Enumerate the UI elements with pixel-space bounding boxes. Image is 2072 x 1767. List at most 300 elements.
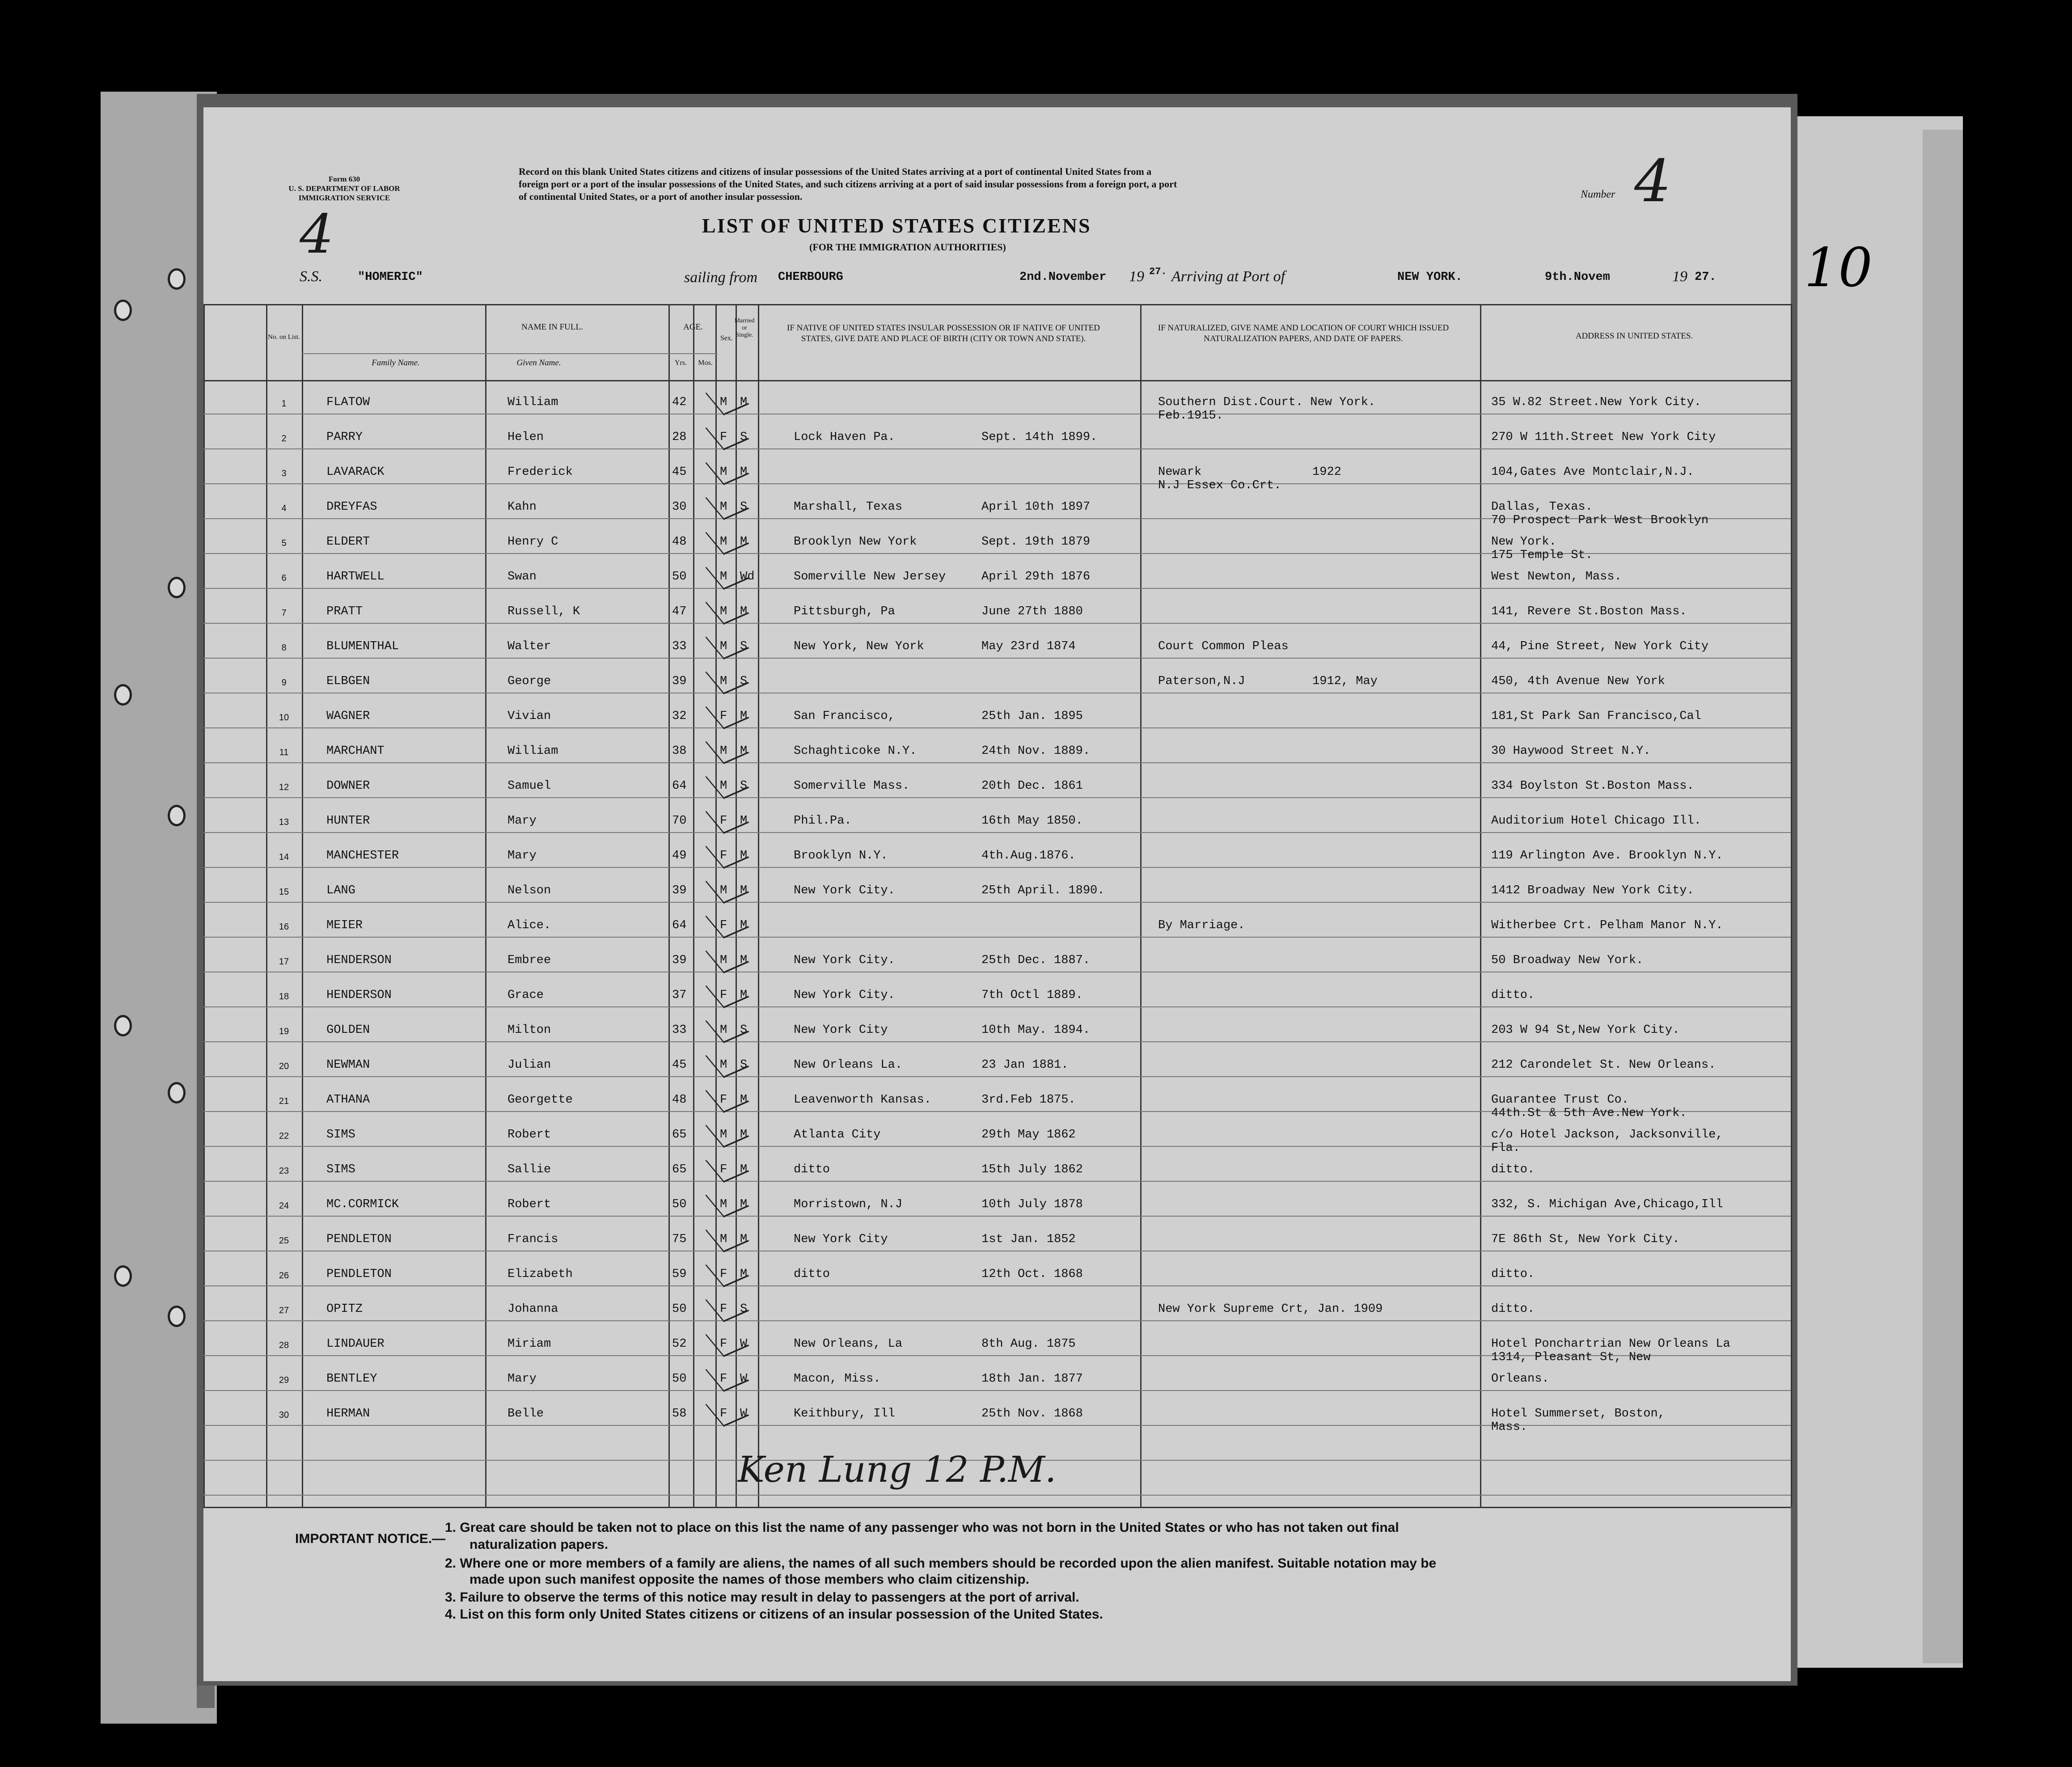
birth-place: Leavenworth Kansas.	[794, 1093, 931, 1107]
binder-hole	[114, 1265, 132, 1287]
birth-date: 10th May. 1894.	[981, 1023, 1091, 1037]
form-number: Form 630	[328, 175, 360, 183]
age-years: 58	[672, 1407, 687, 1420]
age-years: 39	[672, 954, 687, 967]
sex: F	[720, 1093, 727, 1107]
given-name: Milton	[507, 1023, 551, 1037]
marital-status: M	[740, 465, 748, 479]
row-number: 19	[279, 1027, 289, 1036]
age-years: 45	[672, 465, 687, 479]
given-name: Robert	[507, 1128, 551, 1141]
corner-handwritten-mark: 4	[300, 203, 334, 266]
given-name: George	[507, 675, 551, 688]
inspection-check-mark	[705, 765, 749, 799]
grid-column-line	[1480, 304, 1481, 1507]
inspection-check-mark	[705, 1219, 749, 1252]
age-years: 50	[672, 570, 687, 583]
address-line-1: Witherbee Crt. Pelham Manor N.Y.	[1491, 919, 1723, 932]
grid-column-line	[758, 304, 759, 1507]
family-name: MC.CORMICK	[326, 1198, 399, 1211]
birth-place: Somerville New Jersey	[794, 570, 946, 583]
sex: M	[720, 1233, 727, 1246]
family-name: LINDAUER	[326, 1337, 385, 1351]
birth-date: 8th Aug. 1875	[981, 1337, 1076, 1351]
grid-row-line	[203, 727, 1791, 728]
service-name: IMMIGRATION SERVICE	[298, 194, 390, 202]
inspection-check-mark	[705, 382, 749, 415]
row-number: 21	[279, 1096, 289, 1106]
address-line-1: ditto.	[1491, 1268, 1535, 1281]
header-age: AGE.	[683, 322, 703, 332]
row-number: 10	[279, 713, 289, 723]
grid-row-line	[203, 623, 1791, 624]
marital-status: M	[740, 884, 748, 897]
grid-row-line	[203, 1181, 1791, 1182]
header-number: No. on List.	[268, 334, 300, 341]
row-number: 17	[279, 957, 289, 967]
age-years: 39	[672, 675, 687, 688]
address-line-1: 50 Broadway New York.	[1491, 954, 1644, 967]
age-years: 50	[672, 1302, 687, 1316]
sex: F	[720, 710, 727, 723]
inspection-check-mark	[705, 1149, 749, 1183]
notice-item-2: 2. Where one or more members of a family are aliens, the names of all such members should be recorded upon the alien manifest. Suitable notation may be	[445, 1556, 1437, 1571]
inspection-check-mark	[705, 835, 749, 869]
grid-row-line	[203, 658, 1791, 659]
inspection-check-mark	[705, 1323, 749, 1357]
marital-status: M	[740, 1093, 748, 1107]
birth-date: 23 Jan 1881.	[981, 1058, 1069, 1072]
address-line-1: 35 W.82 Street.New York City.	[1491, 396, 1701, 409]
sex: F	[720, 919, 727, 932]
given-name: Samuel	[507, 779, 551, 793]
family-name: MANCHESTER	[326, 849, 399, 862]
sex: M	[720, 954, 727, 967]
grid-header-line	[203, 380, 1791, 381]
naturalization-court: New York Supreme Crt, Jan. 1909	[1158, 1302, 1383, 1316]
address-line-1: Auditorium Hotel Chicago Ill.	[1491, 814, 1701, 828]
marital-status: M	[740, 954, 748, 967]
header-address: ADDRESS IN UNITED STATES.	[1575, 331, 1693, 341]
sex: F	[720, 1268, 727, 1281]
given-name: Walter	[507, 640, 551, 653]
given-name: William	[507, 744, 558, 758]
depart-year-prefix: 19	[1129, 268, 1144, 285]
inspection-check-mark	[705, 417, 749, 450]
grid-bottom-line	[203, 1507, 1791, 1508]
grid-row-line	[203, 1320, 1791, 1321]
sex: F	[720, 1407, 727, 1420]
marital-status: S	[740, 1023, 748, 1037]
grid-row-line	[203, 1076, 1791, 1077]
address-line-1: 7E 86th St, New York City.	[1491, 1233, 1680, 1246]
row-number: 12	[279, 782, 289, 792]
binder-hole	[114, 300, 132, 321]
given-name: Mary	[507, 814, 537, 828]
age-years: 45	[672, 1058, 687, 1072]
record-line-1: Record on this blank United States citizens and citizens of insular possessions of the United States arriving at a port of continental United States from a	[519, 166, 1152, 177]
marital-status: S	[740, 431, 748, 444]
birth-place: Keithbury, Ill	[794, 1407, 895, 1420]
marital-status: S	[740, 779, 748, 793]
port-from: CHERBOURG	[778, 271, 843, 284]
row-number: 13	[279, 817, 289, 827]
marital-status: M	[740, 1198, 748, 1211]
address-line-1: New York.	[1491, 535, 1556, 549]
family-name: ATHANA	[326, 1093, 370, 1107]
birth-date: May 23rd 1874	[981, 640, 1076, 653]
age-years: 70	[672, 814, 687, 828]
address-line-2: 70 Prospect Park West Brooklyn	[1491, 514, 1709, 527]
family-name: BLUMENTHAL	[326, 640, 399, 653]
address-line-1: Hotel Ponchartrian New Orleans La	[1491, 1337, 1730, 1351]
birth-date: 3rd.Feb 1875.	[981, 1093, 1076, 1107]
given-name: Henry C	[507, 535, 558, 549]
given-name: Swan	[507, 570, 537, 583]
marital-status: W	[740, 1372, 748, 1386]
row-number: 16	[279, 922, 289, 932]
sex: M	[720, 1198, 727, 1211]
inspection-check-mark	[705, 1010, 749, 1043]
inspection-check-mark	[705, 1289, 749, 1322]
birth-place: New York City.	[794, 954, 895, 967]
inspection-check-mark	[705, 1079, 749, 1113]
header-age-months: Mos.	[698, 359, 713, 367]
grid-row-line	[203, 1006, 1791, 1007]
row-number: 2	[281, 434, 287, 444]
marital-status: M	[740, 396, 748, 409]
birth-place: Pittsburgh, Pa	[794, 605, 895, 618]
marital-status: M	[740, 989, 748, 1002]
given-name: Mary	[507, 849, 537, 862]
address-line-2: Fla.	[1491, 1141, 1520, 1155]
inspection-check-mark	[705, 870, 749, 904]
depart-date: 2nd.November	[1019, 271, 1107, 284]
page-subtitle: (FOR THE IMMIGRATION AUTHORITIES)	[809, 241, 1006, 253]
naturalization-court-line-2: N.J Essex Co.Crt.	[1158, 479, 1281, 492]
birth-place: San Francisco,	[794, 710, 895, 723]
given-name: Vivian	[507, 710, 551, 723]
address-line-2: 44th.St & 5th Ave.New York.	[1491, 1107, 1687, 1120]
marital-status: M	[740, 744, 748, 758]
address-line-1: 334 Boylston St.Boston Mass.	[1491, 779, 1694, 793]
grid-row-line	[203, 762, 1791, 763]
sex: M	[720, 605, 727, 618]
sex: M	[720, 535, 727, 549]
inspection-check-mark	[705, 1044, 749, 1078]
inspection-check-mark	[705, 556, 749, 590]
birth-place: Atlanta City	[794, 1128, 881, 1141]
birth-place: New York City.	[794, 884, 895, 897]
address-line-1: 203 W 94 St,New York City.	[1491, 1023, 1680, 1037]
sex: F	[720, 1372, 727, 1386]
birth-date: 1st Jan. 1852	[981, 1233, 1076, 1246]
inspection-check-mark	[705, 731, 749, 764]
binder-hole	[168, 805, 186, 826]
family-name: HUNTER	[326, 814, 370, 828]
record-instructions	[519, 165, 1177, 203]
row-number: 4	[281, 503, 287, 513]
address-line-2: Mass.	[1491, 1420, 1528, 1434]
sailing-label: sailing from	[684, 269, 758, 286]
row-number: 27	[279, 1306, 289, 1315]
grid-row-line	[203, 1495, 1791, 1496]
sex: M	[720, 1023, 727, 1037]
age-years: 38	[672, 744, 687, 758]
inspection-check-mark	[705, 800, 749, 834]
naturalization-court: By Marriage.	[1158, 919, 1245, 932]
address-line-1: 332, S. Michigan Ave,Chicago,Ill	[1491, 1198, 1723, 1211]
birth-date: 25th April. 1890.	[981, 884, 1105, 897]
birth-date: 15th July 1862	[981, 1163, 1083, 1176]
address-line-1: ditto.	[1491, 989, 1535, 1002]
age-years: 48	[672, 1093, 687, 1107]
sex: F	[720, 1163, 727, 1176]
row-number: 8	[281, 643, 287, 653]
row-number: 26	[279, 1271, 289, 1281]
row-number: 28	[279, 1340, 289, 1350]
birth-date: April 10th 1897	[981, 500, 1091, 514]
family-name: PENDLETON	[326, 1233, 392, 1246]
given-name: Nelson	[507, 884, 551, 897]
birth-place: Macon, Miss.	[794, 1372, 881, 1386]
grid-row-line	[203, 1425, 1791, 1426]
marital-status: M	[740, 814, 748, 828]
header-native-birth: IF NATIVE OF UNITED STATES INSULAR POSSESSION OR IF NATIVE OF UNITED STATES, GIVE DATE AND PLACE OF BIRTH (CITY OR TOWN AND STATE).	[787, 323, 1100, 343]
binder-hole	[168, 577, 186, 598]
grid-column-line	[693, 304, 694, 1507]
given-name: Elizabeth	[507, 1268, 573, 1281]
binder-hole	[114, 1015, 132, 1036]
marital-status: M	[740, 1233, 748, 1246]
age-years: 32	[672, 710, 687, 723]
age-years: 30	[672, 500, 687, 514]
age-years: 48	[672, 535, 687, 549]
sex: M	[720, 1128, 727, 1141]
address-line-2: 175 Temple St.	[1491, 549, 1593, 562]
given-name: Belle	[507, 1407, 544, 1420]
sex: F	[720, 431, 727, 444]
grid-row-line	[203, 483, 1791, 484]
sex: F	[720, 1302, 727, 1316]
family-name: PARRY	[326, 431, 363, 444]
row-number: 15	[279, 887, 289, 897]
sex: M	[720, 640, 727, 653]
given-name: Kahn	[507, 500, 537, 514]
sex: M	[720, 396, 727, 409]
address-line-1: 44, Pine Street, New York City	[1491, 640, 1709, 653]
arriving-label: Arriving at Port of	[1171, 268, 1285, 285]
inspection-check-mark	[705, 1358, 749, 1392]
page-title: LIST OF UNITED STATES CITIZENS	[702, 214, 1091, 237]
birth-place: Brooklyn New York	[794, 535, 917, 549]
grid-column-line	[715, 304, 717, 1507]
inspection-check-mark	[705, 905, 749, 938]
age-years: 50	[672, 1372, 687, 1386]
sex: M	[720, 779, 727, 793]
family-name: LANG	[326, 884, 355, 897]
given-name: Julian	[507, 1058, 551, 1072]
number-value: 4	[1634, 147, 1671, 215]
family-name: DOWNER	[326, 779, 370, 793]
address-line-1: c/o Hotel Jackson, Jacksonville,	[1491, 1128, 1723, 1141]
given-name: Mary	[507, 1372, 537, 1386]
age-years: 65	[672, 1163, 687, 1176]
family-name: HENDERSON	[326, 989, 392, 1002]
given-name: Alice.	[507, 919, 551, 932]
grid-row-line	[203, 1041, 1791, 1042]
birth-date: 12th Oct. 1868	[981, 1268, 1083, 1281]
age-years: 33	[672, 1023, 687, 1037]
port-to: NEW YORK.	[1397, 271, 1463, 284]
age-years: 64	[672, 779, 687, 793]
inspection-check-mark	[705, 486, 749, 520]
address-line-1: Hotel Summerset, Boston,	[1491, 1407, 1665, 1420]
address-line-1: 119 Arlington Ave. Brooklyn N.Y.	[1491, 849, 1723, 862]
right-page-edge-inner	[1923, 130, 1963, 1663]
binder-hole	[168, 1306, 186, 1327]
sex: M	[720, 1058, 727, 1072]
marital-status: S	[740, 675, 748, 688]
family-name: DREYFAS	[326, 500, 377, 514]
grid-column-line	[302, 304, 303, 1507]
grid-row-line	[203, 1146, 1791, 1147]
family-name: NEWMAN	[326, 1058, 370, 1072]
sex: M	[720, 675, 727, 688]
given-name: Georgette	[507, 1093, 573, 1107]
grid-subheader-line	[302, 353, 718, 354]
arrive-year-prefix: 19	[1672, 268, 1687, 285]
binder-hole	[168, 268, 186, 290]
birth-date: Sept. 14th 1899.	[981, 431, 1098, 444]
sex: M	[720, 570, 727, 583]
birth-date: 20th Dec. 1861	[981, 779, 1083, 793]
address-line-1: 181,St Park San Francisco,Cal	[1491, 710, 1701, 723]
record-line-2: foreign port or a port of the insular possessions of the United States, and such citizens arriving at a port of said insular possessions from a foreign port, a port	[519, 178, 1177, 190]
row-number: 7	[281, 608, 287, 618]
birth-date: 18th Jan. 1877	[981, 1372, 1083, 1386]
sex: M	[720, 744, 727, 758]
row-number: 6	[281, 573, 287, 583]
grid-column-line	[668, 304, 670, 1507]
marital-status: M	[740, 849, 748, 862]
given-name: Robert	[507, 1198, 551, 1211]
sex: F	[720, 989, 727, 1002]
address-line-1: ditto.	[1491, 1163, 1535, 1176]
marital-status: W	[740, 1407, 748, 1420]
birth-place: New York City	[794, 1233, 888, 1246]
family-name: ELBGEN	[326, 675, 370, 688]
age-years: 64	[672, 919, 687, 932]
birth-place: Lock Haven Pa.	[794, 431, 895, 444]
birth-place: New Orleans, La	[794, 1337, 903, 1351]
birth-date: 7th Octl 1889.	[981, 989, 1083, 1002]
birth-place: Phil.Pa.	[794, 814, 852, 828]
address-line-2: 1314, Pleasant St, New	[1491, 1351, 1651, 1364]
birth-place: Somerville Mass.	[794, 779, 910, 793]
sex: M	[720, 500, 727, 514]
address-line-1: West Newton, Mass.	[1491, 570, 1622, 583]
marital-status: S	[740, 1302, 748, 1316]
address-line-1: Guarantee Trust Co.	[1491, 1093, 1629, 1107]
birth-place: ditto	[794, 1268, 830, 1281]
family-name: HARTWELL	[326, 570, 385, 583]
row-number: 20	[279, 1061, 289, 1071]
birth-date: 25th Nov. 1868	[981, 1407, 1083, 1420]
marital-status: S	[740, 1058, 748, 1072]
form-header-left	[282, 174, 407, 203]
arrive-year: 27.	[1695, 271, 1717, 284]
header-family-name: Family Name.	[372, 358, 420, 368]
number-label: Number	[1581, 189, 1615, 200]
arrive-date: 9th.Novem	[1545, 271, 1610, 284]
given-name: Frederick	[507, 465, 573, 479]
address-line-1: Dallas, Texas.	[1491, 500, 1593, 514]
address-line-1: 270 W 11th.Street New York City	[1491, 431, 1716, 444]
address-line-1: 104,Gates Ave Montclair,N.J.	[1491, 465, 1694, 479]
grid-row-line	[203, 832, 1791, 833]
naturalization-date: 1922	[1312, 465, 1341, 479]
inspection-check-mark	[705, 1254, 749, 1287]
marital-status: M	[740, 535, 748, 549]
age-years: 52	[672, 1337, 687, 1351]
binder-hole	[114, 684, 132, 706]
birth-date: 25th Jan. 1895	[981, 710, 1083, 723]
address-line-1: 141, Revere St.Boston Mass.	[1491, 605, 1687, 618]
marital-status: M	[740, 919, 748, 932]
naturalization-court: Paterson,N.J	[1158, 675, 1245, 688]
age-years: 33	[672, 640, 687, 653]
notice-item-3: 3. Failure to observe the terms of this notice may result in delay to passengers at the port of arrival.	[445, 1590, 1079, 1605]
given-name: Embree	[507, 954, 551, 967]
inspection-check-mark	[705, 521, 749, 555]
given-name: Francis	[507, 1233, 558, 1246]
age-years: 37	[672, 989, 687, 1002]
birth-place: Schaghticoke N.Y.	[794, 744, 917, 758]
naturalization-court: Newark	[1158, 465, 1202, 479]
given-name: Helen	[507, 431, 544, 444]
row-number: 24	[279, 1201, 289, 1211]
header-age-years: Yrs.	[674, 359, 687, 367]
grid-column-line	[1140, 304, 1142, 1507]
sex: F	[720, 814, 727, 828]
inspection-check-mark	[705, 1393, 749, 1427]
inspection-check-mark	[705, 940, 749, 973]
ss-label: S.S.	[300, 268, 322, 285]
marital-status: S	[740, 500, 748, 514]
grid-row-line	[203, 588, 1791, 589]
manifest-sheet	[203, 107, 1873, 1681]
birth-date: 24th Nov. 1889.	[981, 744, 1091, 758]
grid-column-line	[266, 304, 267, 1507]
inspection-check-mark	[705, 975, 749, 1008]
header-given-name: Given Name.	[516, 358, 561, 368]
family-name: GOLDEN	[326, 1023, 370, 1037]
grid-row-line	[203, 1390, 1791, 1391]
header-sex: Sex.	[720, 334, 733, 342]
sex: F	[720, 1337, 727, 1351]
notice-item-2b: made upon such manifest opposite the names of those members who claim citizenship.	[469, 1572, 1029, 1587]
family-name: HERMAN	[326, 1407, 370, 1420]
age-years: 39	[672, 884, 687, 897]
birth-date: 29th May 1862	[981, 1128, 1076, 1141]
age-years: 65	[672, 1128, 687, 1141]
row-number: 23	[279, 1166, 289, 1176]
row-number: 29	[279, 1375, 289, 1385]
inspection-check-mark	[705, 661, 749, 694]
inspection-check-mark	[705, 1184, 749, 1217]
row-number: 30	[279, 1410, 289, 1420]
